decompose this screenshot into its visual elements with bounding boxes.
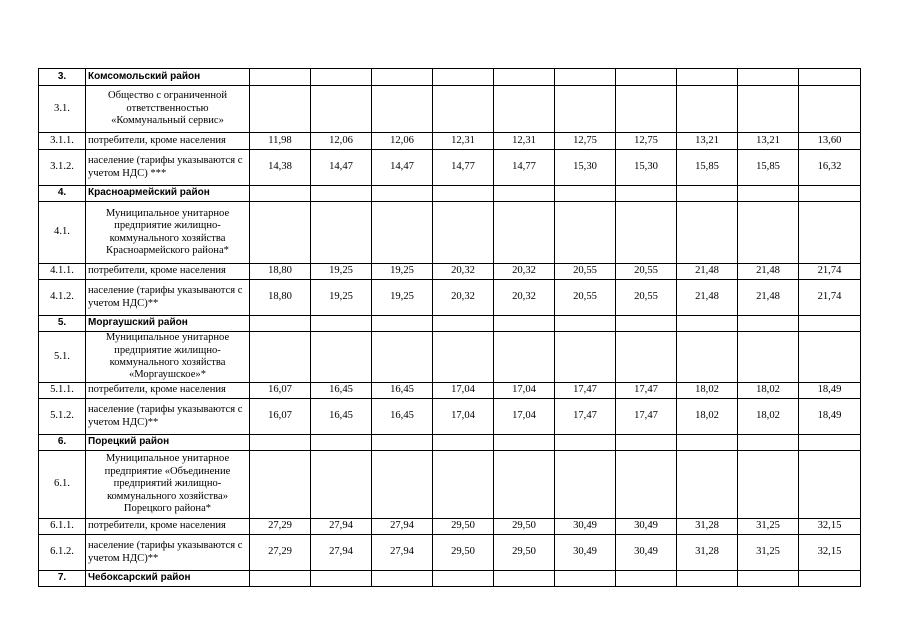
tariff-value-cell: 17,47 bbox=[616, 399, 677, 435]
tariff-value-cell: 27,94 bbox=[372, 519, 433, 535]
organization-row bbox=[39, 451, 861, 519]
consumer-category: потребители, кроме населения bbox=[86, 264, 250, 280]
tariff-value-cell bbox=[372, 186, 433, 202]
tariff-value-cell bbox=[738, 332, 799, 383]
tariff-value-cell: 17,04 bbox=[494, 399, 555, 435]
tariff-value-cell: 17,47 bbox=[555, 399, 616, 435]
tariff-value-cell bbox=[677, 451, 738, 519]
tariff-value-cell bbox=[677, 202, 738, 264]
tariff-value-cell bbox=[738, 86, 799, 133]
row-number: 6.1. bbox=[39, 451, 86, 519]
tariff-value-cell: 15,85 bbox=[677, 150, 738, 186]
tariff-table bbox=[38, 68, 861, 587]
tariff-value-cell bbox=[616, 451, 677, 519]
row-number: 4.1.1. bbox=[39, 264, 86, 280]
tariff-value-cell: 20,55 bbox=[555, 264, 616, 280]
tariff-value-cell: 21,48 bbox=[738, 280, 799, 316]
tariff-value-cell bbox=[494, 186, 555, 202]
tariff-table-body bbox=[39, 69, 861, 587]
tariff-value-cell bbox=[372, 86, 433, 133]
tariff-value-cell: 27,94 bbox=[372, 535, 433, 571]
tariff-value-cell bbox=[433, 86, 494, 133]
tariff-value-cell: 14,47 bbox=[372, 150, 433, 186]
tariff-value-cell: 32,15 bbox=[799, 535, 861, 571]
row-number: 5.1.2. bbox=[39, 399, 86, 435]
tariff-value-cell: 17,04 bbox=[433, 383, 494, 399]
tariff-value-cell: 12,06 bbox=[311, 133, 372, 150]
tariff-value-cell bbox=[555, 571, 616, 587]
tariff-value-cell bbox=[677, 69, 738, 86]
tariff-value-cell: 21,48 bbox=[738, 264, 799, 280]
tariff-value-cell: 21,48 bbox=[677, 264, 738, 280]
tariff-value-cell: 14,47 bbox=[311, 150, 372, 186]
tariff-value-cell: 13,21 bbox=[677, 133, 738, 150]
tariff-value-cell bbox=[250, 86, 311, 133]
tariff-value-cell bbox=[433, 435, 494, 451]
tariff-value-cell bbox=[616, 571, 677, 587]
row-number: 6. bbox=[39, 435, 86, 451]
tariff-value-cell bbox=[250, 316, 311, 332]
tariff-value-cell bbox=[616, 186, 677, 202]
tariff-value-cell: 30,49 bbox=[555, 519, 616, 535]
tariff-value-cell: 31,28 bbox=[677, 535, 738, 571]
tariff-value-cell: 29,50 bbox=[494, 535, 555, 571]
tariff-value-cell bbox=[250, 571, 311, 587]
tariff-value-cell: 31,28 bbox=[677, 519, 738, 535]
tariff-value-cell bbox=[799, 186, 861, 202]
tariff-value-cell: 18,80 bbox=[250, 264, 311, 280]
consumer-category: потребители, кроме населения bbox=[86, 383, 250, 399]
tariff-value-cell: 18,02 bbox=[677, 399, 738, 435]
tariff-value-cell bbox=[494, 435, 555, 451]
tariff-value-cell: 19,25 bbox=[311, 264, 372, 280]
tariff-value-cell: 30,49 bbox=[616, 519, 677, 535]
tariff-value-cell bbox=[311, 571, 372, 587]
tariff-value-cell bbox=[311, 202, 372, 264]
tariff-value-cell bbox=[799, 451, 861, 519]
tariff-row bbox=[39, 280, 861, 316]
tariff-value-cell bbox=[677, 186, 738, 202]
tariff-row bbox=[39, 399, 861, 435]
tariff-value-cell: 27,29 bbox=[250, 535, 311, 571]
tariff-value-cell: 16,45 bbox=[372, 399, 433, 435]
district-name: Порецкий район bbox=[86, 435, 250, 451]
row-number: 4. bbox=[39, 186, 86, 202]
district-name: Моргаушский район bbox=[86, 316, 250, 332]
tariff-value-cell: 20,32 bbox=[494, 264, 555, 280]
tariff-value-cell bbox=[311, 451, 372, 519]
row-number: 5.1.1. bbox=[39, 383, 86, 399]
tariff-value-cell: 18,49 bbox=[799, 383, 861, 399]
tariff-value-cell bbox=[433, 202, 494, 264]
tariff-value-cell: 29,50 bbox=[433, 519, 494, 535]
tariff-value-cell bbox=[799, 332, 861, 383]
tariff-value-cell: 15,85 bbox=[738, 150, 799, 186]
row-number: 3.1. bbox=[39, 86, 86, 133]
tariff-value-cell: 18,02 bbox=[677, 383, 738, 399]
row-number: 5.1. bbox=[39, 332, 86, 383]
tariff-value-cell: 11,98 bbox=[250, 133, 311, 150]
tariff-value-cell bbox=[250, 69, 311, 86]
tariff-value-cell bbox=[555, 69, 616, 86]
tariff-value-cell: 18,02 bbox=[738, 399, 799, 435]
tariff-value-cell: 20,32 bbox=[494, 280, 555, 316]
tariff-value-cell bbox=[311, 332, 372, 383]
tariff-value-cell: 20,55 bbox=[616, 280, 677, 316]
consumer-category: население (тарифы указываются с учетом НДС)** bbox=[86, 280, 250, 316]
tariff-value-cell: 16,32 bbox=[799, 150, 861, 186]
tariff-value-cell: 31,25 bbox=[738, 519, 799, 535]
tariff-row bbox=[39, 150, 861, 186]
tariff-value-cell: 13,21 bbox=[738, 133, 799, 150]
tariff-value-cell: 17,47 bbox=[616, 383, 677, 399]
tariff-value-cell bbox=[677, 332, 738, 383]
tariff-value-cell bbox=[433, 186, 494, 202]
tariff-value-cell bbox=[799, 69, 861, 86]
tariff-value-cell: 12,75 bbox=[616, 133, 677, 150]
tariff-value-cell bbox=[250, 332, 311, 383]
tariff-value-cell: 20,55 bbox=[616, 264, 677, 280]
organization-row bbox=[39, 332, 861, 383]
tariff-value-cell bbox=[677, 571, 738, 587]
tariff-value-cell: 27,29 bbox=[250, 519, 311, 535]
tariff-value-cell bbox=[372, 316, 433, 332]
row-number: 6.1.2. bbox=[39, 535, 86, 571]
tariff-value-cell: 20,32 bbox=[433, 264, 494, 280]
tariff-value-cell: 12,31 bbox=[433, 133, 494, 150]
tariff-value-cell: 27,94 bbox=[311, 535, 372, 571]
district-name: Чебоксарский район bbox=[86, 571, 250, 587]
tariff-value-cell bbox=[311, 316, 372, 332]
consumer-category: население (тарифы указываются с учетом НДС)** bbox=[86, 399, 250, 435]
tariff-value-cell bbox=[738, 186, 799, 202]
tariff-value-cell: 12,31 bbox=[494, 133, 555, 150]
tariff-value-cell: 16,45 bbox=[311, 383, 372, 399]
district-name: Комсомольский район bbox=[86, 69, 250, 86]
tariff-value-cell: 13,60 bbox=[799, 133, 861, 150]
tariff-row bbox=[39, 264, 861, 280]
tariff-value-cell bbox=[311, 435, 372, 451]
tariff-value-cell bbox=[555, 86, 616, 133]
tariff-value-cell: 21,48 bbox=[677, 280, 738, 316]
tariff-value-cell bbox=[372, 571, 433, 587]
tariff-row bbox=[39, 383, 861, 399]
tariff-value-cell bbox=[555, 202, 616, 264]
tariff-value-cell bbox=[738, 571, 799, 587]
district-row bbox=[39, 316, 861, 332]
tariff-value-cell: 32,15 bbox=[799, 519, 861, 535]
tariff-value-cell bbox=[311, 69, 372, 86]
tariff-value-cell bbox=[494, 451, 555, 519]
tariff-value-cell bbox=[799, 86, 861, 133]
tariff-value-cell bbox=[677, 435, 738, 451]
district-name: Красноармейский район bbox=[86, 186, 250, 202]
tariff-value-cell: 18,49 bbox=[799, 399, 861, 435]
organization-name: Муниципальное унитарное предприятие «Объединение предприятий жилищно-коммунального хозяйства» Порецкого района* bbox=[86, 451, 250, 519]
organization-name: Муниципальное унитарное предприятие жилищно-коммунального хозяйства Красноармейского района* bbox=[86, 202, 250, 264]
row-number: 7. bbox=[39, 571, 86, 587]
tariff-value-cell bbox=[433, 451, 494, 519]
tariff-value-cell bbox=[372, 202, 433, 264]
tariff-value-cell bbox=[433, 316, 494, 332]
tariff-value-cell bbox=[250, 435, 311, 451]
consumer-category: население (тарифы указываются с учетом НДС) *** bbox=[86, 150, 250, 186]
tariff-value-cell bbox=[799, 571, 861, 587]
tariff-value-cell: 12,06 bbox=[372, 133, 433, 150]
row-number: 4.1.2. bbox=[39, 280, 86, 316]
row-number: 4.1. bbox=[39, 202, 86, 264]
tariff-value-cell: 14,77 bbox=[433, 150, 494, 186]
tariff-value-cell bbox=[738, 316, 799, 332]
tariff-value-cell bbox=[555, 186, 616, 202]
tariff-row bbox=[39, 133, 861, 150]
tariff-value-cell bbox=[738, 69, 799, 86]
tariff-value-cell bbox=[616, 316, 677, 332]
tariff-value-cell: 20,55 bbox=[555, 280, 616, 316]
tariff-value-cell bbox=[494, 571, 555, 587]
tariff-value-cell: 14,77 bbox=[494, 150, 555, 186]
tariff-value-cell: 16,07 bbox=[250, 383, 311, 399]
tariff-value-cell: 17,47 bbox=[555, 383, 616, 399]
tariff-value-cell bbox=[555, 316, 616, 332]
tariff-value-cell bbox=[616, 69, 677, 86]
tariff-value-cell bbox=[738, 451, 799, 519]
tariff-value-cell: 16,45 bbox=[311, 399, 372, 435]
tariff-value-cell bbox=[494, 69, 555, 86]
organization-name: Муниципальное унитарное предприятие жилищно-коммунального хозяйства «Моргаушское»* bbox=[86, 332, 250, 383]
organization-row bbox=[39, 202, 861, 264]
tariff-value-cell: 18,02 bbox=[738, 383, 799, 399]
tariff-value-cell: 18,80 bbox=[250, 280, 311, 316]
tariff-value-cell bbox=[616, 202, 677, 264]
tariff-value-cell bbox=[250, 202, 311, 264]
consumer-category: население (тарифы указываются с учетом НДС)** bbox=[86, 535, 250, 571]
tariff-value-cell bbox=[372, 69, 433, 86]
tariff-value-cell: 20,32 bbox=[433, 280, 494, 316]
row-number: 6.1.1. bbox=[39, 519, 86, 535]
tariff-value-cell: 19,25 bbox=[311, 280, 372, 316]
tariff-value-cell: 31,25 bbox=[738, 535, 799, 571]
tariff-value-cell bbox=[494, 332, 555, 383]
row-number: 3.1.2. bbox=[39, 150, 86, 186]
tariff-value-cell bbox=[799, 316, 861, 332]
tariff-value-cell: 16,07 bbox=[250, 399, 311, 435]
tariff-value-cell: 17,04 bbox=[494, 383, 555, 399]
district-row bbox=[39, 435, 861, 451]
district-row bbox=[39, 69, 861, 86]
tariff-value-cell bbox=[433, 69, 494, 86]
tariff-value-cell bbox=[799, 202, 861, 264]
tariff-value-cell bbox=[311, 186, 372, 202]
tariff-value-cell: 29,50 bbox=[494, 519, 555, 535]
tariff-value-cell bbox=[555, 332, 616, 383]
consumer-category: потребители, кроме населения bbox=[86, 133, 250, 150]
tariff-value-cell bbox=[372, 451, 433, 519]
tariff-value-cell: 19,25 bbox=[372, 264, 433, 280]
tariff-value-cell bbox=[372, 435, 433, 451]
tariff-value-cell: 12,75 bbox=[555, 133, 616, 150]
tariff-value-cell: 16,45 bbox=[372, 383, 433, 399]
district-row bbox=[39, 186, 861, 202]
tariff-value-cell: 30,49 bbox=[616, 535, 677, 571]
tariff-value-cell bbox=[494, 316, 555, 332]
tariff-value-cell bbox=[433, 571, 494, 587]
tariff-value-cell bbox=[433, 332, 494, 383]
tariff-value-cell bbox=[555, 435, 616, 451]
tariff-value-cell: 15,30 bbox=[616, 150, 677, 186]
tariff-row bbox=[39, 519, 861, 535]
tariff-value-cell bbox=[616, 435, 677, 451]
tariff-value-cell bbox=[677, 86, 738, 133]
tariff-value-cell bbox=[494, 86, 555, 133]
tariff-value-cell: 15,30 bbox=[555, 150, 616, 186]
tariff-value-cell bbox=[616, 86, 677, 133]
tariff-value-cell bbox=[494, 202, 555, 264]
tariff-value-cell bbox=[738, 435, 799, 451]
tariff-value-cell: 27,94 bbox=[311, 519, 372, 535]
district-row bbox=[39, 571, 861, 587]
row-number: 3.1.1. bbox=[39, 133, 86, 150]
consumer-category: потребители, кроме населения bbox=[86, 519, 250, 535]
tariff-value-cell: 21,74 bbox=[799, 264, 861, 280]
tariff-value-cell bbox=[311, 86, 372, 133]
tariff-row bbox=[39, 535, 861, 571]
tariff-value-cell bbox=[250, 451, 311, 519]
tariff-value-cell bbox=[372, 332, 433, 383]
tariff-value-cell: 30,49 bbox=[555, 535, 616, 571]
organization-row bbox=[39, 86, 861, 133]
tariff-value-cell bbox=[738, 202, 799, 264]
tariff-value-cell: 17,04 bbox=[433, 399, 494, 435]
tariff-value-cell bbox=[799, 435, 861, 451]
row-number: 5. bbox=[39, 316, 86, 332]
tariff-value-cell bbox=[616, 332, 677, 383]
tariff-value-cell: 29,50 bbox=[433, 535, 494, 571]
organization-name: Общество с ограниченной ответственностью «Коммунальный сервис» bbox=[86, 86, 250, 133]
tariff-value-cell bbox=[677, 316, 738, 332]
tariff-value-cell: 21,74 bbox=[799, 280, 861, 316]
tariff-value-cell bbox=[555, 451, 616, 519]
tariff-value-cell bbox=[250, 186, 311, 202]
row-number: 3. bbox=[39, 69, 86, 86]
tariff-value-cell: 14,38 bbox=[250, 150, 311, 186]
tariff-value-cell: 19,25 bbox=[372, 280, 433, 316]
